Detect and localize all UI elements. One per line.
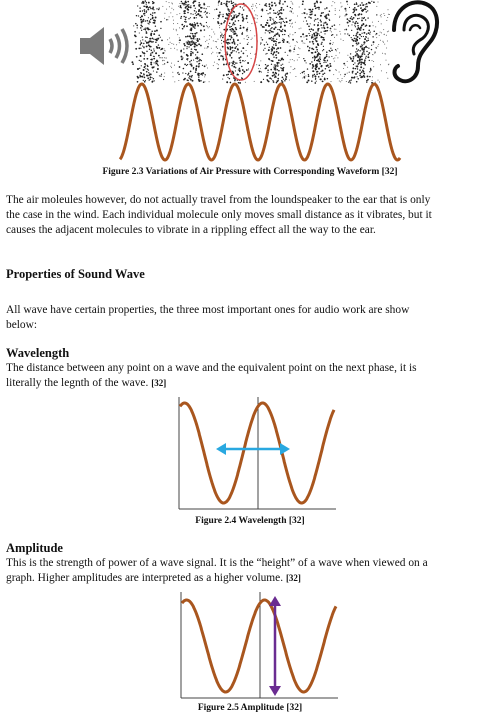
figure-caption: Figure 2.4 Wavelength [32] <box>195 516 305 526</box>
speaker-icon <box>78 24 130 68</box>
wavelength-heading: Wavelength <box>6 346 70 360</box>
body-text: literally the legnth of the wave. <box>6 377 149 389</box>
body-line: This is the strength of power of a wave signal. It is the “height” of a wave when viewed on a <box>6 557 428 569</box>
body-line: the case in the wind. Each individual molecule only moves small distance as it vibrates, but it <box>6 209 432 221</box>
body-line: The air moleules however, do not actually travel from the loundspeaker to the ear that is only <box>6 194 431 206</box>
figure-caption: Figure 2.3 Variations of Air Pressure with Corresponding Waveform [32] <box>102 167 398 177</box>
body-line: All wave have certain properties, the three most important ones for audio work are show <box>6 304 410 316</box>
body-text: graph. Higher amplitudes are interpreted as a higher volume. <box>6 572 284 584</box>
section-heading: Properties of Sound Wave <box>6 267 145 281</box>
body-line: causes the adjacent molecules to vibrate in a rippling effect all the way to the ear. <box>6 224 376 236</box>
figure-caption: Figure 2.5 Amplitude [32] <box>197 703 303 713</box>
body-line: below: <box>6 319 38 331</box>
amplitude-figure <box>180 592 340 700</box>
ear-icon <box>382 0 440 86</box>
pressure-waveform <box>118 78 402 164</box>
body-line <box>6 571 301 586</box>
citation: [32] <box>151 378 167 388</box>
amplitude-heading: Amplitude <box>6 541 63 555</box>
body-line: The distance between any point on a wave and the equivalent point on the next phase, it is <box>6 362 417 374</box>
compression-highlight <box>220 0 264 86</box>
body-line <box>6 376 166 391</box>
amplitude-arrow <box>269 596 281 696</box>
wavelength-figure <box>178 397 338 511</box>
citation: [32] <box>285 573 301 583</box>
